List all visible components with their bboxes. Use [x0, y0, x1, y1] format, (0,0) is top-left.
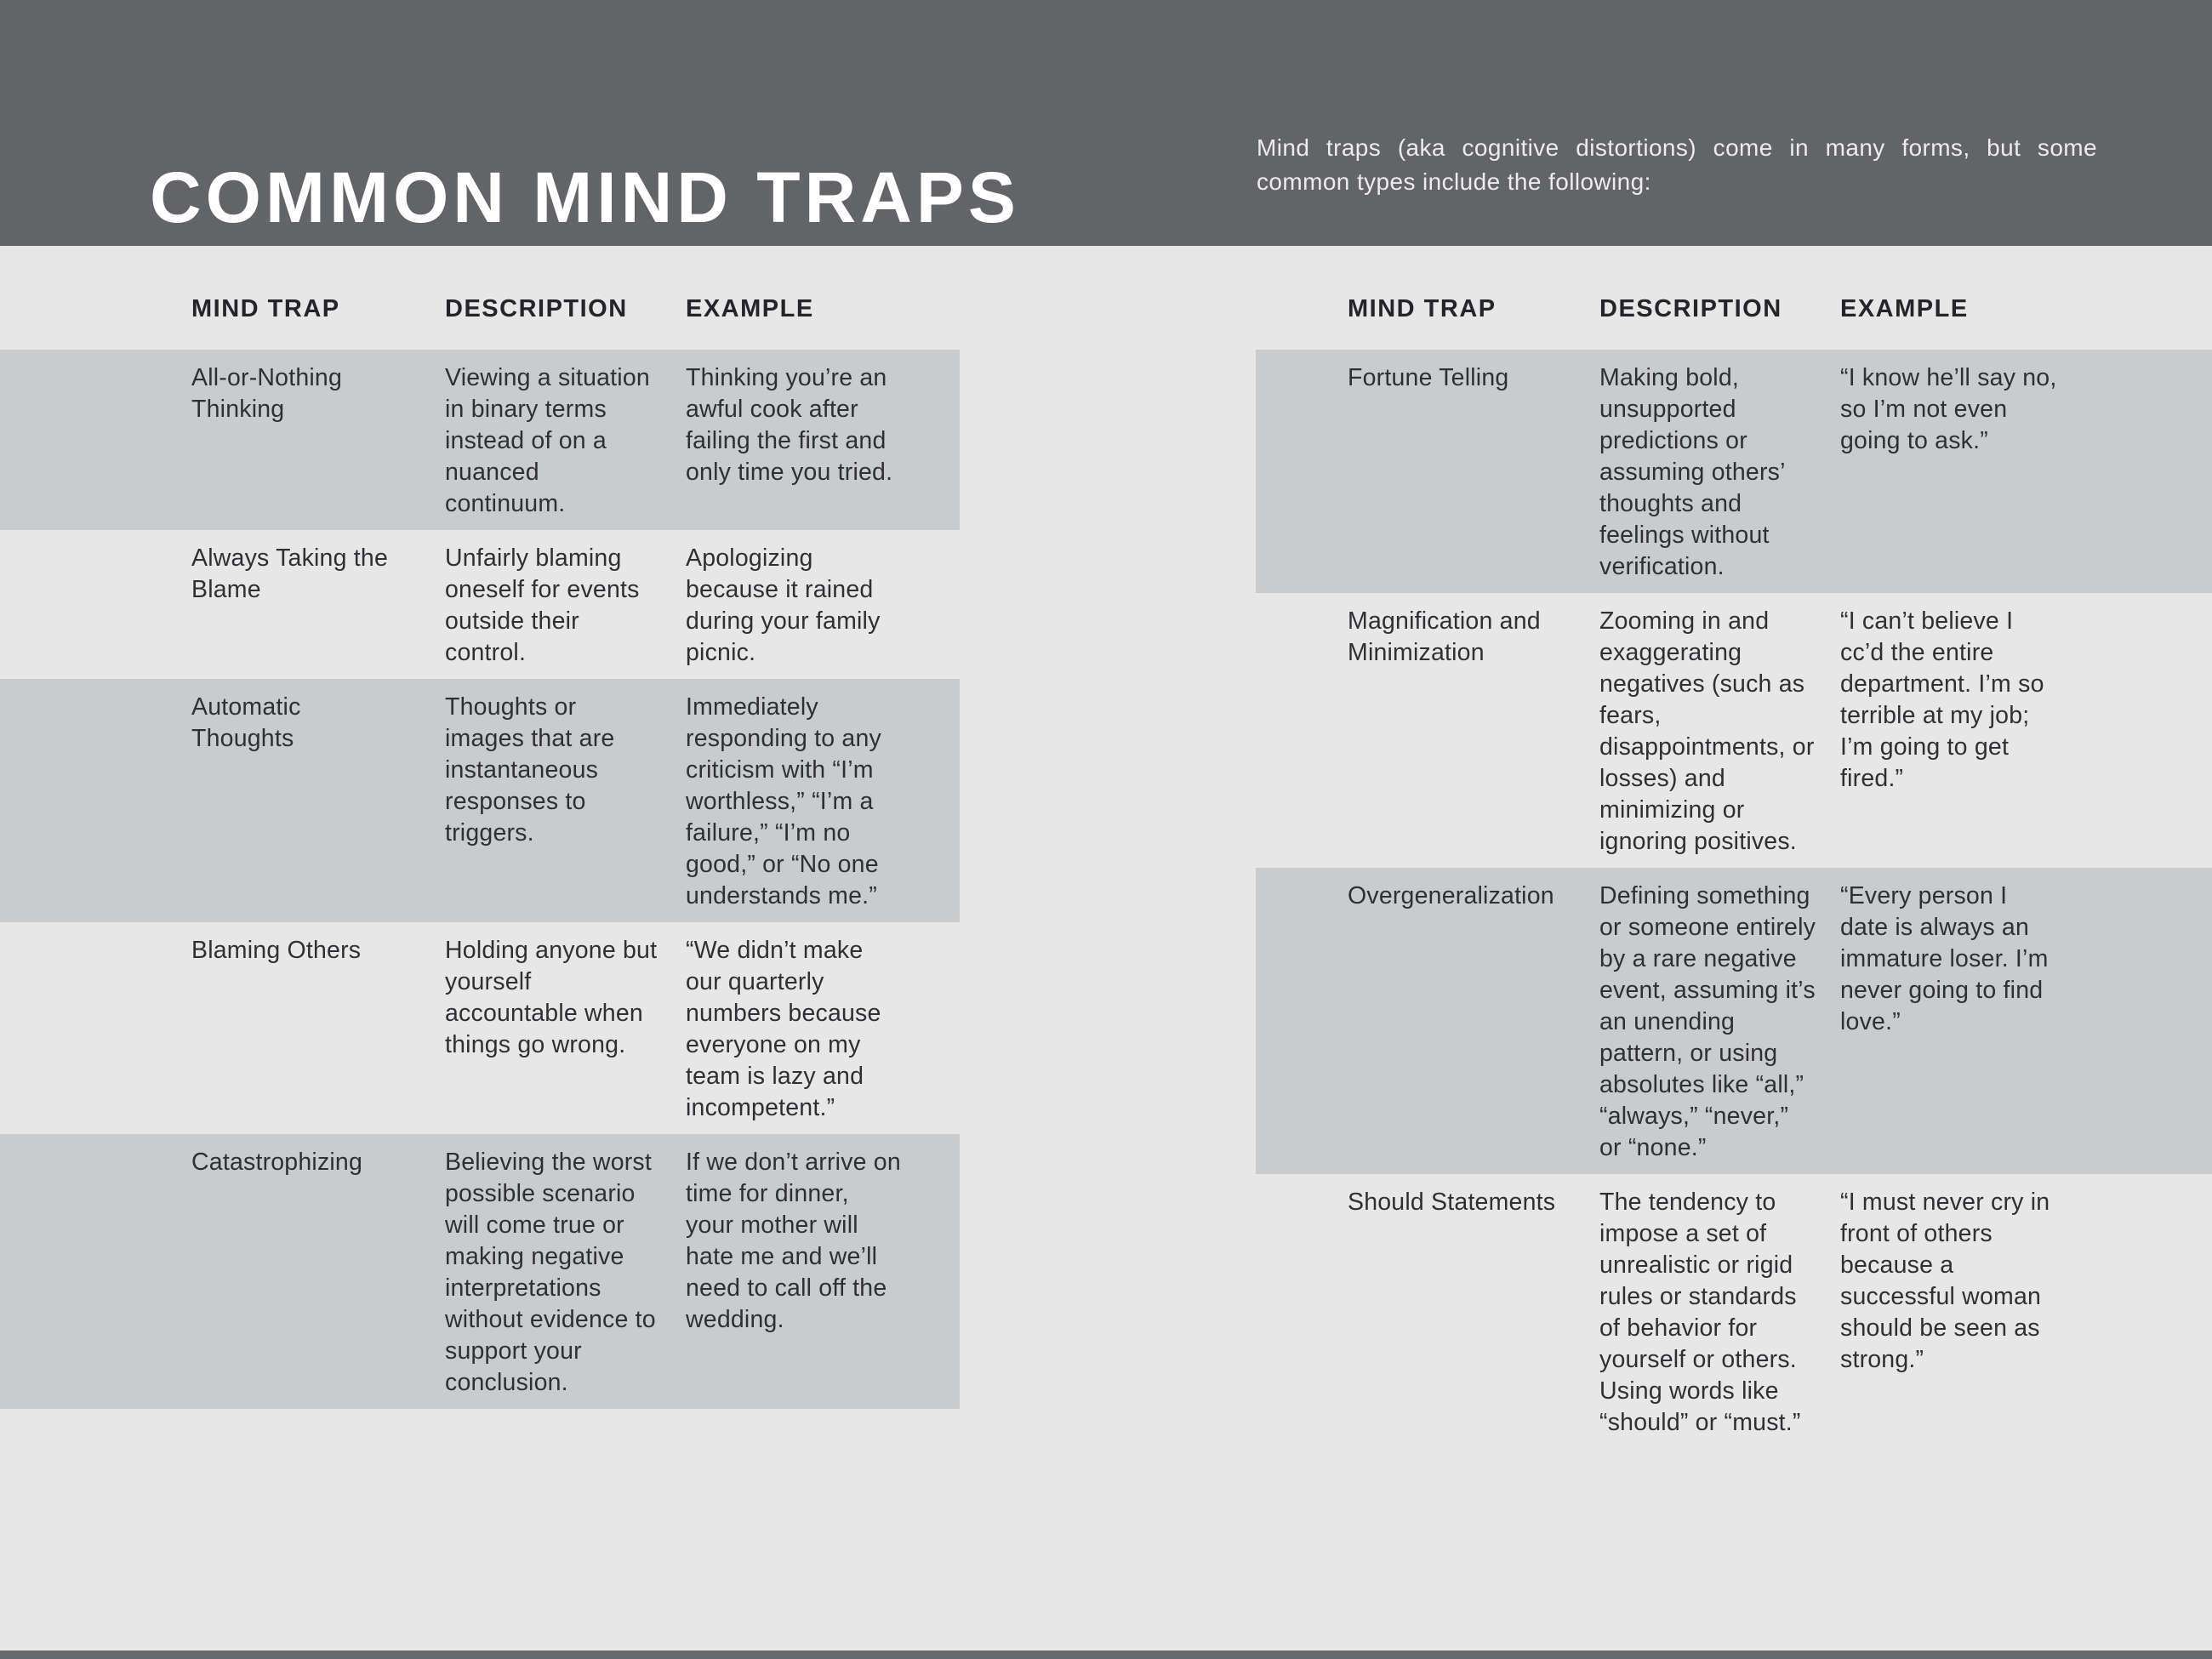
header-band: [0, 0, 2212, 246]
bottom-bar: [0, 1650, 2212, 1659]
column-header-mind-trap: MIND TRAP: [191, 295, 340, 322]
mind-trap-example: “I know he’ll say no, so I’m not even going to ask.”: [1840, 364, 2057, 454]
mind-trap-name: Automatic Thoughts: [191, 693, 301, 752]
row-indent: [1256, 362, 1348, 583]
mind-trap-example: “I must never cry in front of others because a successful woman should be seen as strong.”: [1840, 1189, 2050, 1373]
spacer: [1256, 295, 1348, 323]
row-indent: [0, 935, 191, 1124]
table-row: [0, 679, 960, 922]
row-indent: [0, 692, 191, 912]
column-header-example: EXAMPLE: [686, 295, 814, 322]
intro-text: Mind traps (aka cognitive distortions) come in many forms, but some common types include the following:: [1257, 134, 2097, 195]
left-table-column-headers: [0, 295, 960, 323]
mind-trap-description: Thoughts or images that are instantaneous responses to triggers.: [445, 693, 615, 847]
table-row: [1256, 868, 2212, 1174]
right-table-column-headers: [1256, 295, 2212, 323]
mind-trap-example: “Every person I date is always an immature loser. I’m never going to find love.”: [1840, 882, 2049, 1035]
mind-trap-example: “We didn’t make our quarterly numbers because everyone on my team is lazy and incompetent.”: [686, 937, 881, 1121]
table-row: [1256, 593, 2212, 868]
mind-trap-example: If we don’t arrive on time for dinner, your mother will hate me and we’ll need to call off the wedding.: [686, 1149, 901, 1333]
spacer: [0, 295, 191, 323]
mind-trap-name: Catastrophizing: [191, 1149, 363, 1176]
mind-trap-description: Viewing a situation in binary terms instead of on a nuanced continuum.: [445, 364, 650, 517]
mind-trap-description: Holding anyone but yourself accountable when things go wrong.: [445, 937, 658, 1058]
mind-trap-name: Fortune Telling: [1348, 364, 1509, 391]
mind-trap-name: Overgeneralization: [1348, 882, 1554, 909]
right-table-body: [1256, 350, 2212, 1449]
row-indent: [0, 362, 191, 520]
row-indent: [0, 543, 191, 669]
mind-trap-example: “I can’t believe I cc’d the entire department. I’m so terrible at my job; I’m going to get fired.”: [1840, 607, 2044, 792]
right-table: [1256, 295, 2212, 1449]
mind-trap-example: Thinking you’re an awful cook after failing the first and only time you tried.: [686, 364, 893, 486]
page-title: COMMON MIND TRAPS: [150, 157, 1020, 238]
mind-trap-description: Zooming in and exaggerating negatives (such as fears, disappointments, or losses) and minimizing or ignoring positives.: [1599, 607, 1815, 855]
row-indent: [1256, 881, 1348, 1164]
mind-trap-name: Magnification and Minimization: [1348, 607, 1541, 666]
table-row: [1256, 350, 2212, 593]
mind-trap-description: Making bold, unsupported predictions or assuming others’ thoughts and feelings without verification.: [1599, 364, 1785, 580]
mind-trap-description: Unfairly blaming oneself for events outside their control.: [445, 544, 640, 666]
table-row: [1256, 1174, 2212, 1449]
mind-trap-name: Should Statements: [1348, 1189, 1556, 1216]
row-indent: [0, 1147, 191, 1399]
column-header-description: DESCRIPTION: [445, 295, 628, 322]
mind-trap-example: Immediately responding to any criticism with “I’m worthless,” “I’m a failure,” “I’m no good,” or “No one understands me.”: [686, 693, 881, 909]
mind-trap-name: Always Taking the Blame: [191, 544, 388, 603]
table-row: [0, 1134, 960, 1409]
column-header-description: DESCRIPTION: [1599, 295, 1782, 322]
mind-trap-description: Believing the worst possible scenario will come true or making negative interpretations without evidence to support your conclusion.: [445, 1149, 656, 1396]
mind-trap-description: Defining something or someone entirely by a rare negative event, assuming it’s an unending pattern, or using absolutes like “all,” “always,” “never,” or “none.”: [1599, 882, 1816, 1161]
column-header-mind-trap: MIND TRAP: [1348, 295, 1497, 322]
mind-trap-description: The tendency to impose a set of unrealistic or rigid rules or standards of behavior for yourself or others. Using words like “should” or “must.”: [1599, 1189, 1801, 1436]
left-table-body: [0, 350, 960, 1409]
row-indent: [1256, 1187, 1348, 1439]
left-table: [0, 295, 960, 1409]
mind-trap-name: Blaming Others: [191, 937, 362, 964]
table-row: [0, 350, 960, 530]
column-header-example: EXAMPLE: [1840, 295, 1969, 322]
table-row: [0, 922, 960, 1134]
table-row: [0, 530, 960, 679]
mind-trap-example: Apologizing because it rained during your family picnic.: [686, 544, 881, 666]
row-indent: [1256, 606, 1348, 858]
mind-trap-name: All-or-Nothing Thinking: [191, 364, 343, 423]
